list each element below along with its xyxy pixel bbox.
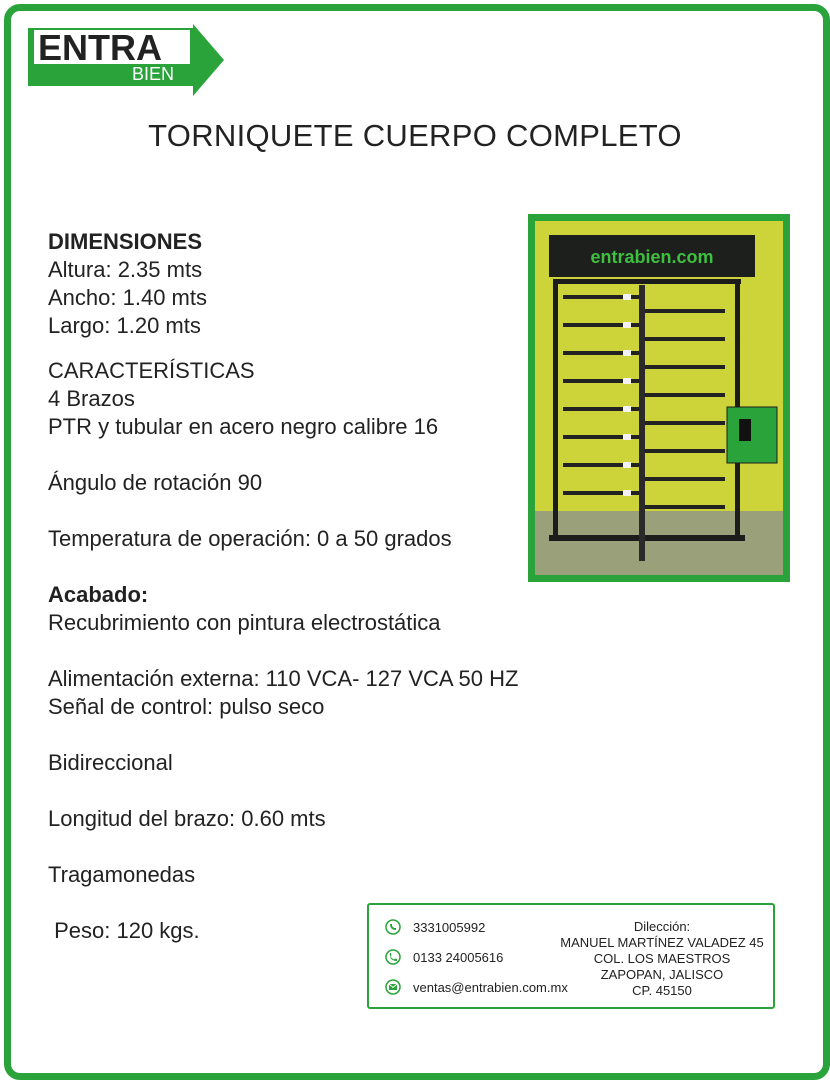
contact-phone-row — [385, 919, 485, 935]
address-postal-code: CP. 45150 — [632, 983, 692, 998]
spec-height: Altura: 2.35 mts — [48, 257, 203, 282]
spec-temperature: Temperatura de operación: 0 a 50 grados — [48, 526, 452, 551]
features-heading: CARACTERÍSTICAS — [48, 358, 255, 383]
spec-length: Largo: 1.20 mts — [48, 313, 201, 338]
contact-email-row — [385, 979, 568, 995]
contact-phone-1[interactable]: 3331005992 — [413, 919, 486, 935]
spec-power: Alimentación externa: 110 VCA- 127 VCA 50 HZ — [48, 666, 519, 691]
address-city: ZAPOPAN, JALISCO — [600, 967, 724, 982]
entrabien-logo — [28, 24, 228, 96]
sign-text: entrabien.com — [590, 247, 714, 267]
spec-coin-slot: Tragamonedas — [48, 862, 196, 887]
spec-bidirectional: Bidireccional — [48, 750, 173, 775]
page-title: TORNIQUETE CUERPO COMPLETO — [148, 118, 682, 153]
address-street: MANUEL MARTÍNEZ VALADEZ 45 — [560, 935, 764, 950]
logo-text-entra: ENTRA — [38, 27, 162, 68]
logo-text-bien: BIEN — [132, 64, 175, 84]
spec-control-signal: Señal de control: pulso seco — [48, 694, 325, 719]
finish-heading: Acabado: — [48, 582, 149, 607]
spec-arm-length: Longitud del brazo: 0.60 mts — [48, 806, 326, 831]
spec-arms: 4 Brazos — [48, 386, 135, 411]
spec-material: PTR y tubular en acero negro calibre 16 — [48, 414, 439, 439]
spec-width: Ancho: 1.40 mts — [48, 285, 207, 310]
contact-email[interactable]: ventas@entrabien.com.mx — [413, 979, 568, 995]
email-icon — [385, 979, 401, 995]
spec-list — [48, 228, 518, 945]
whatsapp-icon — [385, 919, 401, 935]
dimensions-heading: DIMENSIONES — [48, 229, 203, 254]
spec-weight: Peso: 120 kgs. — [48, 918, 200, 943]
contact-phone-row-2 — [385, 949, 503, 965]
product-photo — [528, 214, 790, 582]
address-block — [547, 919, 777, 999]
contact-phone-2[interactable]: 0133 24005616 — [413, 949, 504, 965]
turnstile-illustration — [535, 221, 783, 575]
phone-icon — [385, 949, 401, 965]
address-label: Dilección: — [633, 919, 691, 934]
contact-box — [367, 903, 775, 1009]
address-colony: COL. LOS MAESTROS — [593, 951, 731, 966]
spec-rotation-angle: Ángulo de rotación 90 — [48, 470, 263, 495]
spec-finish: Recubrimiento con pintura electrostática — [48, 610, 441, 635]
